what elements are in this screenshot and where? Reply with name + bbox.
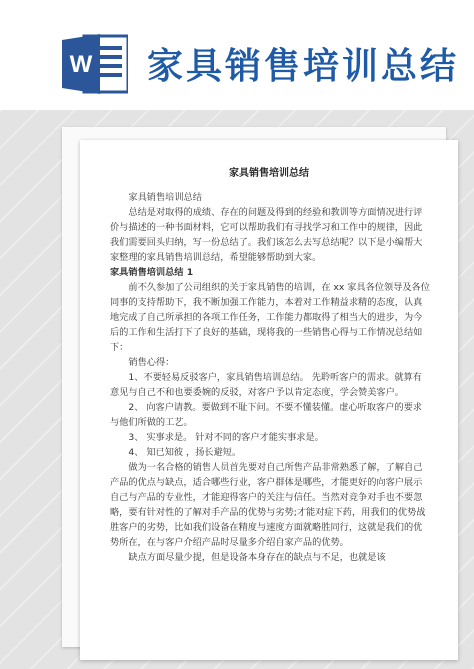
paragraph: 销售心得：	[128, 357, 175, 368]
word-icon	[62, 32, 128, 96]
document-page	[80, 140, 458, 660]
paragraph: 2、 向客户请教。要做到不耻下问。不要不懂装懂。虚心听取客户的要求与他们所做的工艺。	[110, 402, 422, 428]
logo-letter: W	[69, 51, 93, 78]
section-heading: 家具销售培训总结 1	[110, 267, 194, 278]
paragraph: 家具销售培训总结	[128, 192, 202, 203]
page-header	[0, 0, 474, 110]
paragraph: 1、不要轻易反驳客户，家具销售培训总结。 先聆听客户的需求。就算有意见与自己不和也要委婉的反驳，对客户予以肯定态度，学会赞美客户。	[110, 372, 422, 398]
paragraph: 做为一名合格的销售人员首先要对自己所售产品非常熟悉了解，了解自己产品的优点与缺点，适合哪些行业，客户群体是哪些，才能更好的向客户展示自己与产品的专业性，才能迎得客户的关注与信任。当然对竞争对手也不要忽略，要有针对性的了解对手产品的优势与劣势;才能对症下药，用我们的优势战胜客户的劣势，比如我们设备在精度与速度方面就略胜同行，这就是我们的优势所在，在与客户介绍产品时尽量多介绍自家产品的优势。	[110, 462, 426, 548]
paragraph: 前不久参加了公司组织的关于家具销售的培训，在 xx 家具各位领导及各位同事的支持帮助下，我不断加强工作能力，本着对工作精益求精的态度，认真地完成了自己所承担的各项工作任务，工作能力都取得了相当大的进步，为今后的工作和生活打下了良好的基础，现将我的一些销售心得与工作情况总结如下：	[110, 282, 430, 353]
header-title: 家具销售培训总结	[147, 45, 460, 87]
paragraph: 总结是对取得的成绩、存在的问题及得到的经验和教训等方面情况进行评价与描述的一种书面材料，它可以帮助我们有寻找学习和工作中的规律，因此我们需要回头归纳，写一份总结了。我们该怎么去写总结呢？以下是小编帮大家整理的家具销售培训总结，希望能够帮助到大家。	[110, 207, 423, 263]
document-body	[110, 190, 430, 565]
document-heading: 家具销售培训总结	[229, 168, 309, 179]
paragraph: 缺点方面尽量少提，但是设备本身存在的缺点与不足，也就是该	[128, 552, 386, 563]
paragraph: 4、 知已知彼 ，扬长避短。	[128, 447, 242, 458]
paragraph: 3、 实事求是。 针对不同的客户才能实事求是。	[128, 432, 324, 443]
